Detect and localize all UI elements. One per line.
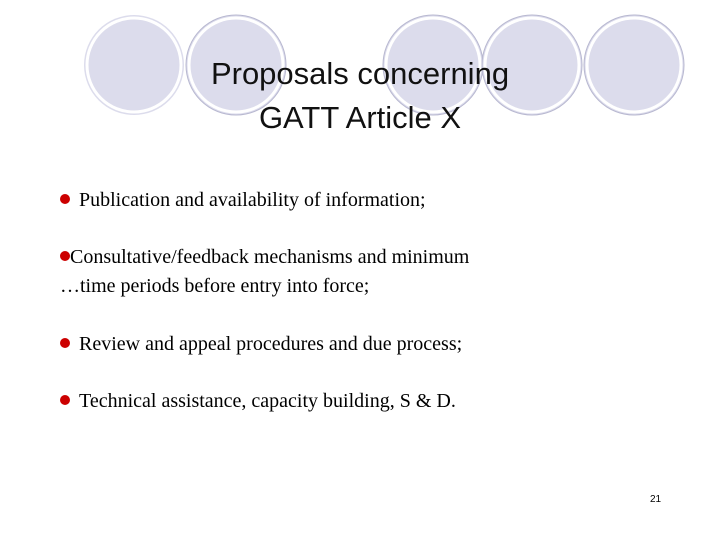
bullet-text: Publication and availability of information; [79, 189, 426, 211]
bullet-item [60, 243, 469, 301]
bullet-text: Review and appeal procedures and due process; [79, 333, 463, 355]
bullet-item [60, 387, 456, 416]
bullet-dot-icon [60, 251, 70, 261]
bullet-dot-icon [60, 395, 70, 405]
bullet-text-line-1: Consultative/feedback mechanisms and minimum [70, 246, 470, 268]
bullet-item [60, 330, 462, 359]
bullet-text: Technical assistance, capacity building, S & D. [79, 390, 456, 412]
bullet-item [60, 186, 426, 215]
slide-title-line-2: GATT Article X [258, 100, 462, 135]
slide-title-line-1: Proposals concerning [210, 56, 510, 91]
bullet-text-line-2: …time periods before entry into force; [60, 275, 370, 297]
bullet-dot-icon [60, 194, 70, 204]
slide-title [100, 52, 620, 140]
page-number: 21 [650, 494, 662, 505]
bullet-dot-icon [60, 338, 70, 348]
